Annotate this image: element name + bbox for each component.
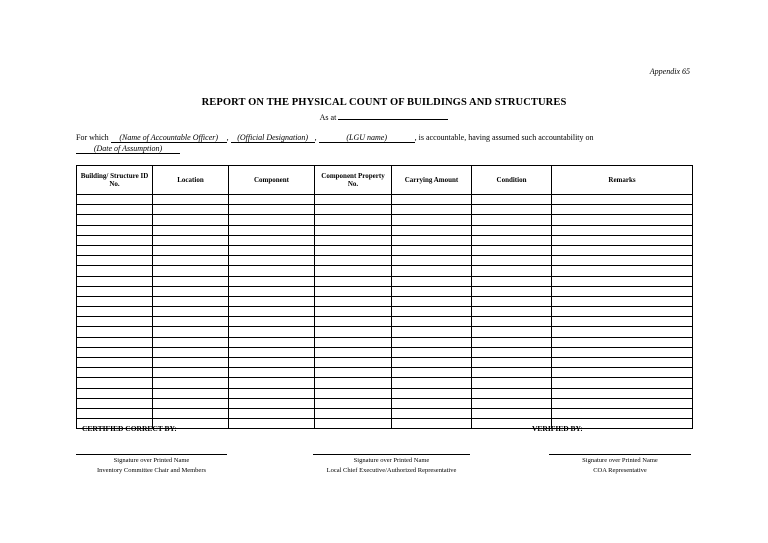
table-cell[interactable] <box>472 388 552 398</box>
table-cell[interactable] <box>392 235 472 245</box>
table-cell[interactable] <box>77 347 153 357</box>
table-row <box>77 276 693 286</box>
table-row <box>77 245 693 255</box>
table-cell[interactable] <box>392 347 472 357</box>
table-cell[interactable] <box>472 368 552 378</box>
table-cell[interactable] <box>153 286 229 296</box>
table-cell[interactable] <box>392 296 472 306</box>
table-row <box>77 368 693 378</box>
as-at-date-field[interactable] <box>338 111 448 120</box>
table-cell[interactable] <box>472 327 552 337</box>
signatory-role: Local Chief Executive/Authorized Representative <box>326 467 457 474</box>
table-row <box>77 347 693 357</box>
official-designation-field[interactable]: (Official Designation) <box>231 133 315 143</box>
table-cell[interactable] <box>77 307 153 317</box>
table-cell[interactable] <box>77 225 153 235</box>
table-cell[interactable] <box>229 307 315 317</box>
table-cell[interactable] <box>229 327 315 337</box>
table-row <box>77 327 693 337</box>
table-cell[interactable] <box>392 368 472 378</box>
table-cell[interactable] <box>153 245 229 255</box>
table-cell[interactable] <box>392 378 472 388</box>
table-row <box>77 398 693 408</box>
table-cell[interactable] <box>153 276 229 286</box>
table-cell[interactable] <box>552 398 693 408</box>
table-cell[interactable] <box>229 317 315 327</box>
table-body <box>77 195 693 429</box>
table-cell[interactable] <box>77 388 153 398</box>
signature-caption: Signature over Printed Name <box>353 457 430 464</box>
table-cell[interactable] <box>77 245 153 255</box>
table-cell[interactable] <box>472 205 552 215</box>
table-cell[interactable] <box>552 205 693 215</box>
table-cell[interactable] <box>472 378 552 388</box>
table-row <box>77 195 693 205</box>
table-cell[interactable] <box>77 256 153 266</box>
table-cell[interactable] <box>77 327 153 337</box>
table-cell[interactable] <box>315 419 392 429</box>
table-cell[interactable] <box>392 276 472 286</box>
as-at-label: As at <box>319 113 337 122</box>
table-cell[interactable] <box>153 225 229 235</box>
table-cell[interactable] <box>153 408 229 418</box>
table-cell[interactable] <box>472 307 552 317</box>
table-cell[interactable] <box>77 337 153 347</box>
table-cell[interactable] <box>229 368 315 378</box>
table-cell[interactable] <box>77 368 153 378</box>
table-cell[interactable] <box>315 307 392 317</box>
table-cell[interactable] <box>315 358 392 368</box>
table-cell[interactable] <box>472 358 552 368</box>
table-cell[interactable] <box>229 296 315 306</box>
appendix-label: Appendix 65 <box>649 67 690 76</box>
table-cell[interactable] <box>315 235 392 245</box>
table-cell[interactable] <box>552 276 693 286</box>
table-cell[interactable] <box>472 235 552 245</box>
table-cell[interactable] <box>229 256 315 266</box>
table-cell[interactable] <box>552 195 693 205</box>
for-which-line: For which (Name of Accountable Officer) , (Official Designation) , (LGU name) , is accountable, having assumed such accountability on <box>76 133 594 142</box>
table-cell[interactable] <box>472 296 552 306</box>
table-cell[interactable] <box>315 215 392 225</box>
table-cell[interactable] <box>153 215 229 225</box>
table-cell[interactable] <box>77 215 153 225</box>
table-cell[interactable] <box>552 327 693 337</box>
table-cell[interactable] <box>315 195 392 205</box>
table-cell[interactable] <box>229 337 315 347</box>
table-cell[interactable] <box>77 296 153 306</box>
table-cell[interactable] <box>392 388 472 398</box>
column-header: Building/ Structure ID No. <box>77 166 153 195</box>
table-row <box>77 266 693 276</box>
table-cell[interactable] <box>315 296 392 306</box>
column-header: Location <box>153 166 229 195</box>
table-cell[interactable] <box>153 337 229 347</box>
table-cell[interactable] <box>472 347 552 357</box>
date-of-assumption-field[interactable]: (Date of Assumption) <box>76 144 180 154</box>
report-title: REPORT ON THE PHYSICAL COUNT OF BUILDINGS AND STRUCTURES <box>201 97 567 108</box>
table-cell[interactable] <box>315 408 392 418</box>
table-cell[interactable] <box>229 215 315 225</box>
table-cell[interactable] <box>392 307 472 317</box>
table-cell[interactable] <box>315 327 392 337</box>
table-cell[interactable] <box>153 266 229 276</box>
as-at-line <box>0 111 768 122</box>
table-cell[interactable] <box>552 368 693 378</box>
signature-block-coa[interactable] <box>549 454 691 476</box>
table-cell[interactable] <box>153 388 229 398</box>
table-cell[interactable] <box>153 195 229 205</box>
table-cell[interactable] <box>392 419 472 429</box>
table-cell[interactable] <box>77 378 153 388</box>
signature-block-committee[interactable] <box>76 454 227 476</box>
table-cell[interactable] <box>77 317 153 327</box>
table-cell[interactable] <box>315 245 392 255</box>
date-of-assumption-line <box>76 144 180 154</box>
table-cell[interactable] <box>392 398 472 408</box>
table-cell[interactable] <box>472 256 552 266</box>
lgu-name-field[interactable]: (LGU name) <box>319 133 415 143</box>
table-header-row <box>77 166 693 195</box>
table-cell[interactable] <box>552 358 693 368</box>
table-row <box>77 215 693 225</box>
table-cell[interactable] <box>153 205 229 215</box>
table-cell[interactable] <box>392 215 472 225</box>
table-cell[interactable] <box>315 225 392 235</box>
table-cell[interactable] <box>472 195 552 205</box>
signature-caption: Signature over Printed Name <box>582 457 658 464</box>
table-cell[interactable] <box>552 225 693 235</box>
column-header: Condition <box>472 166 552 195</box>
table-cell[interactable] <box>229 408 315 418</box>
buildings-structures-table <box>76 165 693 429</box>
table-cell[interactable] <box>229 195 315 205</box>
signature-block-chief-executive[interactable] <box>313 454 470 476</box>
table-cell[interactable] <box>77 276 153 286</box>
table-cell[interactable] <box>315 317 392 327</box>
table-cell[interactable] <box>552 337 693 347</box>
table-cell[interactable] <box>229 378 315 388</box>
table-cell[interactable] <box>472 286 552 296</box>
table-cell[interactable] <box>77 286 153 296</box>
table-row <box>77 378 693 388</box>
table-cell[interactable] <box>392 337 472 347</box>
table-cell[interactable] <box>229 358 315 368</box>
table-cell[interactable] <box>552 215 693 225</box>
table-cell[interactable] <box>552 235 693 245</box>
table-cell[interactable] <box>392 286 472 296</box>
table-cell[interactable] <box>229 388 315 398</box>
table-row <box>77 337 693 347</box>
table-cell[interactable] <box>315 378 392 388</box>
table-cell[interactable] <box>472 266 552 276</box>
table-cell[interactable] <box>552 286 693 296</box>
table-cell[interactable] <box>77 408 153 418</box>
table-cell[interactable] <box>552 296 693 306</box>
table-cell[interactable] <box>229 276 315 286</box>
table-cell[interactable] <box>392 195 472 205</box>
table-cell[interactable] <box>472 215 552 225</box>
table-row <box>77 225 693 235</box>
table-cell[interactable] <box>552 256 693 266</box>
table-cell[interactable] <box>392 327 472 337</box>
column-header: Component <box>229 166 315 195</box>
table-cell[interactable] <box>472 225 552 235</box>
table-cell[interactable] <box>153 358 229 368</box>
signature-caption: Signature over Printed Name <box>113 457 190 464</box>
table-cell[interactable] <box>77 205 153 215</box>
table-cell[interactable] <box>153 235 229 245</box>
table-cell[interactable] <box>315 266 392 276</box>
verified-by-label: VERIFIED BY: <box>532 424 583 433</box>
table-row <box>77 388 693 398</box>
table-cell[interactable] <box>552 408 693 418</box>
for-which-prefix: For which <box>76 133 109 142</box>
table-cell[interactable] <box>229 398 315 408</box>
table-cell[interactable] <box>229 205 315 215</box>
table-cell[interactable] <box>153 398 229 408</box>
table-row <box>77 408 693 418</box>
table-row <box>77 205 693 215</box>
table-cell[interactable] <box>392 205 472 215</box>
table-cell[interactable] <box>392 408 472 418</box>
accountable-officer-field[interactable]: (Name of Accountable Officer) <box>111 133 227 143</box>
table-cell[interactable] <box>153 327 229 337</box>
table-cell[interactable] <box>552 266 693 276</box>
column-header: Component Property No. <box>315 166 392 195</box>
table-cell[interactable] <box>392 358 472 368</box>
table-row <box>77 317 693 327</box>
table-cell[interactable] <box>153 317 229 327</box>
table-cell[interactable] <box>552 388 693 398</box>
table-cell[interactable] <box>552 347 693 357</box>
table-cell[interactable] <box>153 347 229 357</box>
table-cell[interactable] <box>153 296 229 306</box>
table-cell[interactable] <box>229 245 315 255</box>
table-cell[interactable] <box>229 286 315 296</box>
table-cell[interactable] <box>77 358 153 368</box>
table-cell[interactable] <box>77 266 153 276</box>
table-cell[interactable] <box>77 398 153 408</box>
table-cell[interactable] <box>77 195 153 205</box>
table-cell[interactable] <box>315 205 392 215</box>
table-cell[interactable] <box>315 276 392 286</box>
table-row <box>77 296 693 306</box>
table-cell[interactable] <box>552 307 693 317</box>
certified-correct-label: CERTIFIED CORRECT BY: <box>82 424 177 433</box>
signatory-role: Inventory Committee Chair and Members <box>96 467 207 474</box>
table-cell[interactable] <box>392 256 472 266</box>
table-cell[interactable] <box>472 276 552 286</box>
table-cell[interactable] <box>392 245 472 255</box>
table-cell[interactable] <box>229 347 315 357</box>
column-header: Carrying Amount <box>392 166 472 195</box>
table-cell[interactable] <box>229 225 315 235</box>
table-cell[interactable] <box>392 225 472 235</box>
table-cell[interactable] <box>392 317 472 327</box>
table-cell[interactable] <box>315 256 392 266</box>
table-row <box>77 256 693 266</box>
table-cell[interactable] <box>77 235 153 245</box>
table-cell[interactable] <box>552 245 693 255</box>
table-cell[interactable] <box>315 347 392 357</box>
table-cell[interactable] <box>315 368 392 378</box>
table-cell[interactable] <box>315 398 392 408</box>
signatory-role: COA Representative <box>593 467 647 474</box>
table-cell[interactable] <box>153 378 229 388</box>
table-cell[interactable] <box>229 235 315 245</box>
table-cell[interactable] <box>472 245 552 255</box>
table-cell[interactable] <box>229 266 315 276</box>
table-cell[interactable] <box>153 368 229 378</box>
for-which-suffix: is accountable, having assumed such accountability on <box>418 133 594 142</box>
table-cell[interactable] <box>315 286 392 296</box>
table-row <box>77 307 693 317</box>
table-cell[interactable] <box>153 307 229 317</box>
table-cell[interactable] <box>229 419 315 429</box>
table-row <box>77 235 693 245</box>
table-cell[interactable] <box>552 378 693 388</box>
table-cell[interactable] <box>552 317 693 327</box>
table-cell[interactable] <box>315 337 392 347</box>
table-cell[interactable] <box>472 408 552 418</box>
table-cell[interactable] <box>472 398 552 408</box>
table-cell[interactable] <box>392 266 472 276</box>
table-row <box>77 286 693 296</box>
table-cell[interactable] <box>472 317 552 327</box>
table-cell[interactable] <box>315 388 392 398</box>
table-cell[interactable] <box>472 337 552 347</box>
column-header: Remarks <box>552 166 693 195</box>
table-row <box>77 358 693 368</box>
table-cell[interactable] <box>153 256 229 266</box>
